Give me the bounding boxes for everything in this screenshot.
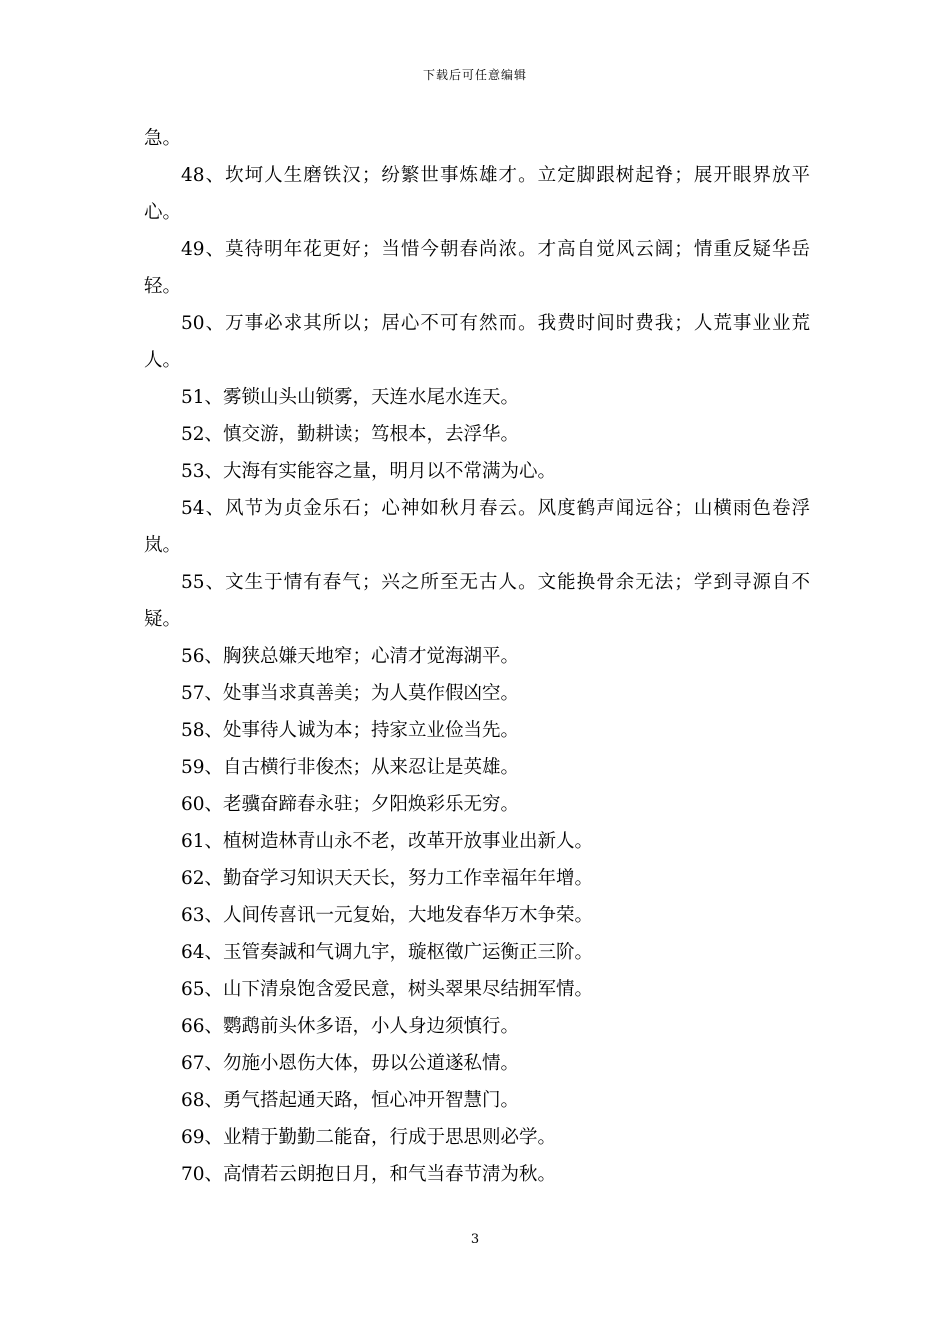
paragraph-line: 53、大海有实能容之量，明月以不常满为心。 [181, 461, 557, 482]
paragraph-line: 54、风节为贞金乐石；心神如秋月春云。风度鹤声闻远谷；山横雨色卷浮 [181, 498, 810, 519]
paragraph-line: 48、坎坷人生磨铁汉；纷繁世事炼雄才。立定脚跟树起脊；展开眼界放平 [181, 165, 810, 186]
paragraph [144, 1045, 810, 1082]
paragraph-line: 68、勇气搭起通天路，恒心冲开智慧门。 [181, 1090, 520, 1111]
paragraph [144, 305, 810, 379]
paragraph [144, 1082, 810, 1119]
paragraph [144, 897, 810, 934]
paragraph [144, 416, 810, 453]
paragraph-line: 58、处事待人诚为本；持家立业俭当先。 [181, 720, 520, 741]
paragraph [144, 453, 810, 490]
paragraph-line: 56、胸狭总嫌天地窄；心清才觉海湖平。 [181, 646, 520, 667]
paragraph [144, 823, 810, 860]
paragraph-continuation-line: 岚。 [144, 535, 182, 556]
page-header: 下载后可任意编辑 [422, 68, 527, 82]
paragraph-continuation-line: 心。 [144, 202, 182, 223]
paragraph [144, 638, 810, 675]
paragraph [144, 934, 810, 971]
paragraph-line: 62、勤奋学习知识天天长，努力工作幸福年年增。 [181, 868, 594, 889]
paragraph [144, 120, 810, 157]
paragraph-line: 61、植树造林青山永不老，改革开放事业出新人。 [181, 831, 594, 852]
paragraph-continuation-line: 疑。 [144, 609, 182, 630]
paragraph [144, 1156, 810, 1193]
paragraph-line: 55、文生于情有春气；兴之所至无古人。文能换骨余无法；学到寻源自不 [181, 572, 810, 593]
paragraph-continuation-line: 轻。 [144, 276, 182, 297]
paragraph-line: 69、业精于勤勤二能奋，行成于思思则必学。 [181, 1127, 557, 1148]
paragraph [144, 564, 810, 638]
paragraph-line: 51、雾锁山头山锁雾，天连水尾水连天。 [181, 387, 520, 408]
paragraph [144, 157, 810, 231]
paragraph [144, 749, 810, 786]
paragraph [144, 675, 810, 712]
page-number: 3 [470, 1232, 480, 1247]
paragraph [144, 231, 810, 305]
paragraph-line: 49、莫待明年花更好；当惜今朝春尚浓。才高自觉风云阔；情重反疑华岳 [181, 239, 810, 260]
paragraph-line: 59、自古横行非俊杰；从来忍让是英雄。 [181, 757, 520, 778]
paragraph-continuation-line: 人。 [144, 350, 182, 371]
paragraph-line: 65、山下清泉饱含爱民意，树头翠果尽结拥军情。 [181, 979, 594, 1000]
paragraph [144, 490, 810, 564]
paragraph-line: 52、慎交游，勤耕读；笃根本，去浮华。 [181, 424, 520, 445]
paragraph [144, 971, 810, 1008]
paragraph-line: 63、人间传喜讯一元复始，大地发春华万木争荣。 [181, 905, 594, 926]
paragraph-line: 67、勿施小恩伤大体，毋以公道遂私情。 [181, 1053, 520, 1074]
document-body [144, 120, 810, 1193]
paragraph-line: 60、老骥奋蹄春永驻；夕阳焕彩乐无穷。 [181, 794, 520, 815]
paragraph-line: 70、高情若云朗抱日月，和气当春节淸为秋。 [181, 1164, 557, 1185]
paragraph-line: 57、处事当求真善美；为人莫作假凶空。 [181, 683, 520, 704]
paragraph [144, 379, 810, 416]
paragraph-line: 66、鹦鹉前头休多语，小人身边须慎行。 [181, 1016, 520, 1037]
paragraph-line: 64、玉管奏誠和气调九宇，璇枢徵广运衡正三阶。 [181, 942, 594, 963]
paragraph [144, 712, 810, 749]
paragraph-line: 急。 [144, 128, 182, 149]
paragraph [144, 786, 810, 823]
paragraph-line: 50、万事必求其所以；居心不可有然而。我费时间时费我；人荒事业业荒 [181, 313, 810, 334]
paragraph [144, 860, 810, 897]
paragraph [144, 1008, 810, 1045]
paragraph [144, 1119, 810, 1156]
